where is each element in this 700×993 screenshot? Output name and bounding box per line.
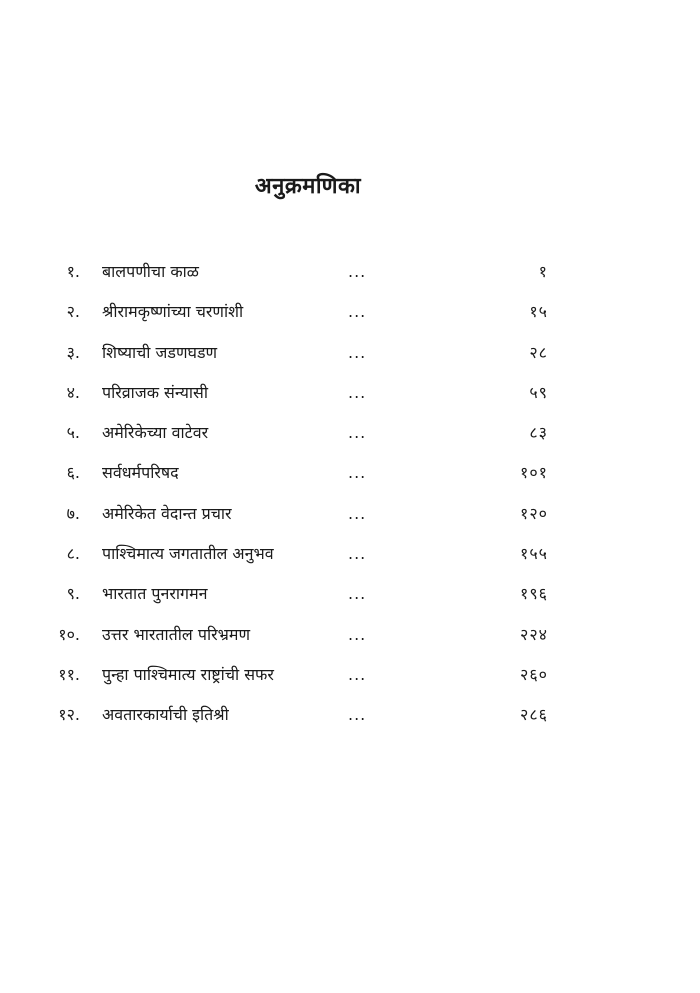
entry-title: बालपणीचा काळ xyxy=(102,262,199,281)
entry-number: ८. xyxy=(66,544,80,564)
entry-title: भारतात पुनरागमन xyxy=(102,584,208,604)
entry-page-number: ८३ xyxy=(529,423,548,443)
toc-entry xyxy=(0,292,700,332)
entry-page-number: १५ xyxy=(529,302,548,322)
entry-leader-dots: ... xyxy=(348,302,367,322)
entry-title: शिष्याची जडणघडण xyxy=(102,342,218,362)
toc-entry xyxy=(0,695,700,735)
entry-page-number: २६० xyxy=(520,664,548,684)
entry-leader-dots: ... xyxy=(348,262,367,281)
entry-page-number: १२० xyxy=(520,503,548,523)
toc-entry xyxy=(0,413,700,453)
entry-number: २. xyxy=(66,302,80,322)
toc-entry xyxy=(0,373,700,413)
entry-page-number: १ xyxy=(538,262,548,281)
toc-entry xyxy=(0,333,700,373)
entry-number: ११. xyxy=(58,664,80,684)
entry-title: अमेरिकेच्या वाटेवर xyxy=(102,423,209,443)
toc-entry xyxy=(0,252,700,292)
toc-entry xyxy=(0,534,700,574)
toc-entry xyxy=(0,615,700,655)
table-of-contents xyxy=(0,252,700,736)
entry-page-number: १०१ xyxy=(520,463,548,483)
entry-title: अमेरिकेत वेदान्त प्रचार xyxy=(102,503,232,523)
entry-title: पुन्हा पाश्चिमात्य राष्ट्रांची सफर xyxy=(102,664,274,684)
entry-title: सर्वधर्मपरिषद xyxy=(102,463,179,483)
entry-title: परिव्राजक संन्यासी xyxy=(102,382,208,402)
entry-leader-dots: ... xyxy=(348,544,367,564)
entry-page-number: ५९ xyxy=(529,382,548,402)
entry-leader-dots: ... xyxy=(348,423,367,443)
toc-entry xyxy=(0,655,700,695)
entry-title: पाश्चिमात्य जगतातील अनुभव xyxy=(102,544,274,564)
entry-page-number: १५५ xyxy=(520,544,548,564)
entry-number: ३. xyxy=(66,342,80,362)
entry-number: १२. xyxy=(58,705,80,725)
entry-number: ६. xyxy=(66,463,80,483)
entry-page-number: २८ xyxy=(529,342,548,362)
entry-number: ५. xyxy=(66,423,80,443)
entry-number: ७. xyxy=(66,503,80,523)
entry-number: १०. xyxy=(58,624,80,644)
entry-leader-dots: ... xyxy=(348,342,367,362)
entry-number: ९. xyxy=(66,584,80,604)
toc-entry xyxy=(0,453,700,493)
entry-page-number: २८६ xyxy=(520,705,548,725)
page-title: अनुक्रमणिका xyxy=(254,174,362,199)
toc-entry xyxy=(0,494,700,534)
entry-leader-dots: ... xyxy=(348,624,367,644)
entry-page-number: १९६ xyxy=(520,584,548,604)
toc-entry xyxy=(0,574,700,614)
entry-number: १. xyxy=(66,262,80,281)
entry-page-number: २२४ xyxy=(520,624,548,644)
entry-title: उत्तर भारतातील परिभ्रमण xyxy=(102,624,251,644)
entry-leader-dots: ... xyxy=(348,705,367,725)
entry-leader-dots: ... xyxy=(348,503,367,523)
entry-title: श्रीरामकृष्णांच्या चरणांशी xyxy=(102,302,244,322)
entry-leader-dots: ... xyxy=(348,382,367,402)
entry-title: अवतारकार्याची इतिश्री xyxy=(102,705,229,725)
entry-number: ४. xyxy=(66,382,80,402)
entry-leader-dots: ... xyxy=(348,584,367,604)
entry-leader-dots: ... xyxy=(348,463,367,483)
entry-leader-dots: ... xyxy=(348,664,367,684)
